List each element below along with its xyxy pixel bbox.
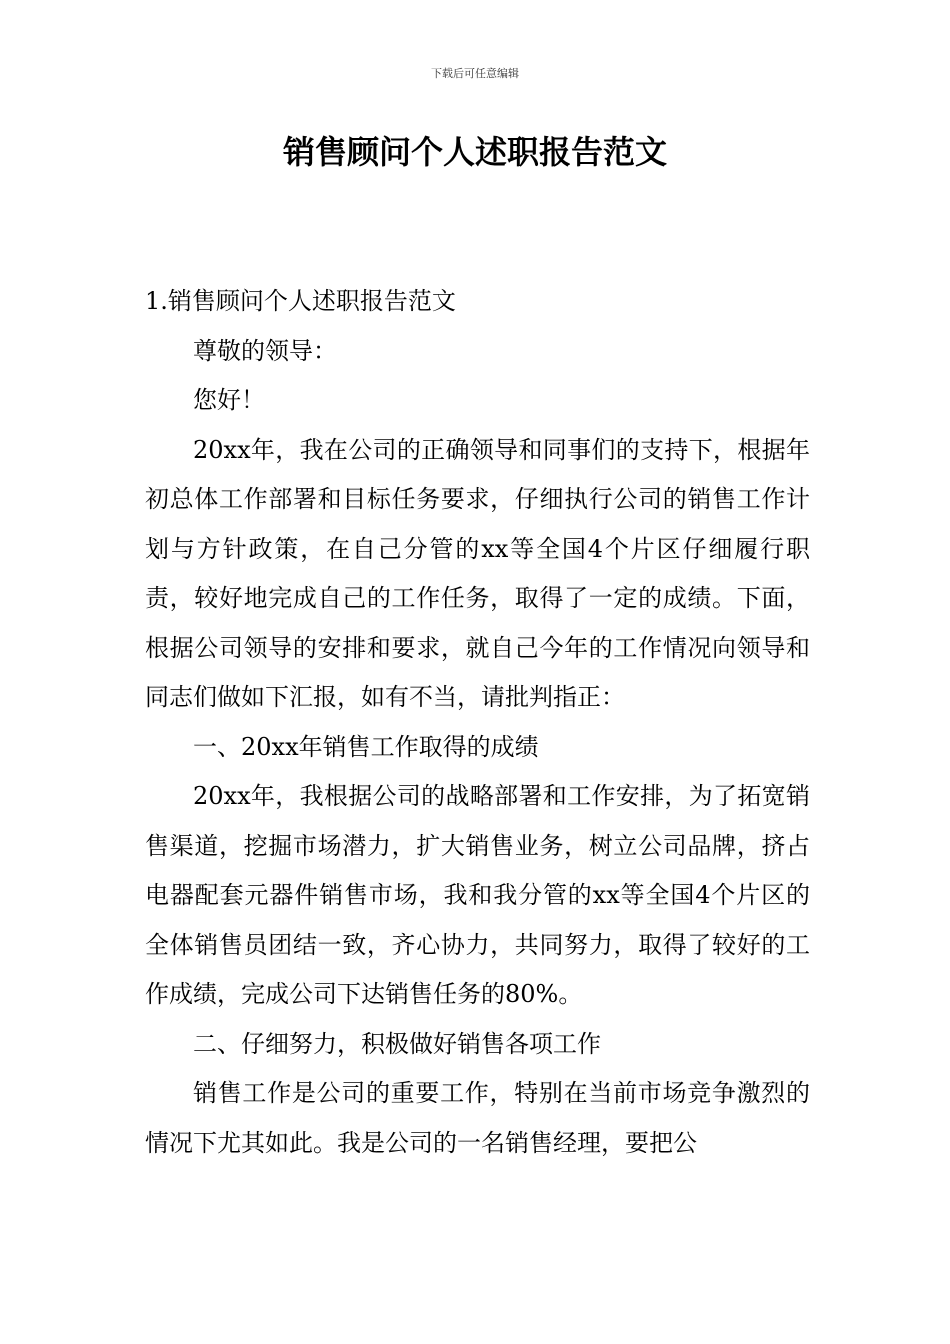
paragraph: 销售工作是公司的重要工作，特别在当前市场竞争激烈的情况下尤其如此。我是公司的一名销售经理，要把公 <box>145 1079 810 1157</box>
paragraph: 尊敬的领导： <box>193 336 337 365</box>
paragraph: 1.销售顾问个人述职报告范文 <box>145 287 456 315</box>
document-body <box>145 277 810 1168</box>
paragraph: 20xx年，我在公司的正确领导和同事们的支持下，根据年初总体工作部署和目标任务要求，仔细执行公司的销售工作计划与方针政策，在自己分管的xx等全国4个片区仔细履行职责，较好地完成自己的工作任务，取得了一定的成绩。下面，根据公司领导的安排和要求，就自己今年的工作情况向领导和同志们做如下汇报，如有不当，请批判指正： <box>145 435 810 711</box>
section-heading: 二、仔细努力，积极做好销售各项工作 <box>193 1029 601 1058</box>
paragraph: 20xx年，我根据公司的战略部署和工作安排，为了拓宽销售渠道，挖掘市场潜力，扩大销售业务，树立公司品牌，挤占电器配套元器件销售市场，我和我分管的xx等全国4个片区的全体销售员团结一致，齐心协力，共同努力，取得了较好的工作成绩，完成公司下达销售任务的80%。 <box>145 782 810 1008</box>
paragraph: 您好！ <box>193 386 265 414</box>
header-note: 下载后可任意编辑 <box>431 67 519 80</box>
section-heading: 一、20xx年销售工作取得的成绩 <box>193 732 539 761</box>
document-title: 销售顾问个人述职报告范文 <box>282 133 667 171</box>
